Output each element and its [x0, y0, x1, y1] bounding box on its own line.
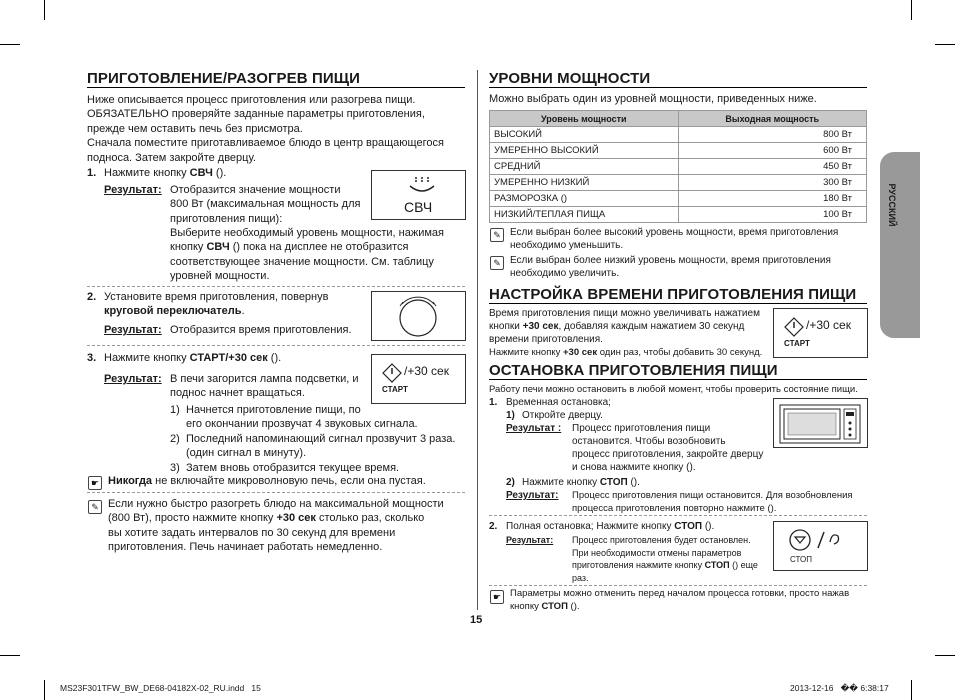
title-rule — [489, 303, 867, 304]
hand-warning-icon: ☛ — [88, 476, 102, 490]
stop-result-3: Процесс приготовления будет остановлен. При необходимости отмены параметров приготовления нажмите кнопку СТОП () еще раз. — [572, 535, 758, 583]
crop-mark — [935, 44, 955, 45]
step-number: 1. — [87, 167, 97, 179]
stop-note: Параметры можно отменить перед началом процесса готовки, просто нажав кнопку СТОП (). — [510, 588, 850, 612]
stop-intro: Работу печи можно остановить в любой момент, чтобы проверить состояние пищи. — [489, 384, 858, 395]
table-row: РАЗМОРОЗКА () 180 Вт — [490, 191, 867, 207]
divider — [489, 515, 867, 516]
hand-warning-icon: ☛ — [490, 590, 504, 604]
step1-text: Нажмите кнопку СВЧ (). — [104, 167, 227, 179]
temp-stop-label: Временная остановка; — [506, 397, 611, 408]
start-label: СТАРТ — [382, 385, 408, 394]
start-diamond-icon — [784, 317, 804, 337]
result-label: Результат: — [104, 324, 162, 336]
table-row: УМЕРЕННО ВЫСОКИЙ 600 Вт — [490, 143, 867, 159]
stop-cooking-title: ОСТАНОВКА ПРИГОТОВЛЕНИЯ ПИЩИ — [489, 362, 778, 379]
step-number: 3. — [87, 352, 97, 364]
start-button-illustration — [371, 354, 466, 404]
plus30-label: /+30 сек — [806, 318, 851, 332]
power-levels-table — [489, 110, 867, 223]
divider — [87, 345, 465, 346]
result-label: Результат: — [104, 373, 162, 385]
dial-knob-icon — [372, 292, 465, 340]
intro-text: Ниже описывается процесс приготовления или разогрева пищи. ОБЯЗАТЕЛЬНО проверяйте заданные параметры приготовления, прежде чем оставить печь без присмотра. Сначала поместите приготавливаемое блюдо в центр вращающегося подноса. Затем закройте дверцу. — [87, 94, 444, 164]
crop-mark — [44, 680, 45, 700]
title-rule — [489, 379, 867, 380]
time-setting-text: Время приготовления пищи можно увеличивать нажатием кнопки +30 сек, добавляя каждым нажатием 30 секунд времени приготовления. Нажмите кнопку +30 сек один раз, чтобы добавить 30 секунд. — [489, 308, 763, 358]
step2-result: Отобразится время приготовления. — [170, 324, 352, 336]
step2-text: Установите время приготовления, повернув круговой переключатель. — [104, 291, 329, 318]
power-note-2: Если выбран более низкий уровень мощности, время приготовления необходимо увеличить. — [510, 255, 831, 279]
stop-label: СТОП — [790, 555, 813, 564]
substep-number: 2) — [506, 477, 515, 488]
cooking-title: ПРИГОТОВЛЕНИЕ/РАЗОГРЕВ ПИЩИ — [87, 70, 361, 87]
note-pencil-icon: ✎ — [490, 256, 504, 270]
crop-mark — [44, 0, 45, 20]
microwave-button-illustration — [371, 170, 466, 220]
start-button-illustration — [773, 308, 868, 358]
result-label: Результат: — [506, 490, 559, 501]
column-divider — [477, 70, 478, 610]
table-row: УМЕРЕННО НИЗКИЙ 300 Вт — [490, 175, 867, 191]
stop-button-illustration — [773, 521, 868, 571]
power-levels-title: УРОВНИ МОЩНОСТИ — [489, 70, 651, 87]
svch-label: СВЧ — [404, 199, 433, 215]
crop-mark — [0, 655, 20, 656]
start-label: СТАРТ — [784, 339, 810, 348]
result-label: Результат: — [104, 184, 162, 196]
quick-heat-note: Если нужно быстро разогреть блюдо на максимальной мощности (800 Вт), просто нажмите кнопку +30 сек столько раз, сколько вы хотите задать интервалов по 30 секунд для времени приготовления. Печь начинает работать немедленно. — [108, 498, 444, 554]
time-setting-title: НАСТРОЙКА ВРЕМЕНИ ПРИГОТОВЛЕНИЯ ПИЩИ — [489, 286, 857, 303]
table-row: ВЫСОКИЙ 800 Вт — [490, 127, 867, 143]
footer-file-info: MS23F301TFW_BW_DE68-04182X-02_RU.indd 15 — [60, 683, 261, 693]
step3-sublist: 1) Начнется приготовление пищи, по его окончании прозвучат 4 звуковых сигнала. 2) Последний напоминающий сигнал прозвучит 3 раза. (один сигнал в минуту). 3) Затем вновь отобразится текущее время. — [170, 404, 456, 474]
microwave-open-door-icon — [774, 399, 867, 447]
result-label: Результат: — [506, 535, 554, 545]
divider — [87, 492, 465, 493]
start-diamond-icon — [382, 363, 402, 383]
step3-result: В печи загорится лампа подсветки, и поднос начнет вращаться. — [170, 373, 359, 400]
step1-result: Отобразится значение мощности 800 Вт (максимальная мощность для приготовления пищи): — [170, 184, 361, 225]
result-label: Результат : — [506, 423, 562, 434]
crop-mark — [0, 44, 20, 45]
crop-mark — [911, 680, 912, 700]
note-pencil-icon: ✎ — [88, 500, 102, 514]
press-stop-text: Нажмите кнопку СТОП (). — [522, 477, 640, 488]
divider — [489, 585, 867, 586]
table-row: НИЗКИЙ/ТЕПЛАЯ ПИЩА 100 Вт — [490, 207, 867, 223]
page-number: 15 — [470, 614, 483, 626]
warning-text: Никогда не включайте микроволновую печь, если она пустая. — [108, 475, 426, 487]
stop-result-2: Процесс приготовления пищи остановится. Для возобновления процесса приготовления повторно нажмите (). — [572, 490, 853, 514]
power-note-1: Если выбран более высокий уровень мощности, время приготовления необходимо уменьшить. — [510, 227, 839, 251]
plus30-label: /+30 сек — [404, 364, 449, 378]
substep-number: 1) — [506, 410, 515, 421]
step-number: 1. — [489, 397, 498, 408]
full-stop-text: Полная остановка; Нажмите кнопку СТОП (). — [506, 521, 715, 532]
crop-mark — [935, 655, 955, 656]
table-header-row: Уровень мощности Выходная мощность — [490, 111, 867, 127]
step-number: 2. — [87, 291, 97, 303]
step3-text: Нажмите кнопку СТАРТ/+30 сек (). — [104, 352, 282, 364]
stop-result-1: Процесс приготовления пищи остановится. Чтобы возобновить процесс приготовления, закройте дверцу и снова нажмите кнопку (). — [572, 423, 764, 473]
microwave-wave-icon — [402, 174, 442, 198]
stop-cancel-icon — [788, 528, 848, 552]
title-rule — [489, 87, 867, 88]
power-intro: Можно выбрать один из уровней мощности, приведенных ниже. — [489, 93, 817, 105]
open-door-text: Откройте дверцу. — [522, 410, 603, 421]
note-pencil-icon: ✎ — [490, 228, 504, 242]
divider — [87, 286, 465, 287]
side-tab-label: РУССКИЙ — [887, 183, 897, 227]
side-language-tab — [880, 152, 920, 338]
table-row: СРЕДНИЙ 450 Вт — [490, 159, 867, 175]
step1-result-more: Выберите необходимый уровень мощности, нажимая кнопку СВЧ () пока на дисплее не отобразится соответствующее значение мощности. См. таблицу уровней мощности. — [170, 227, 444, 283]
dial-illustration — [371, 291, 466, 341]
footer-date: 2013-12-16 �� 6:38:17 — [790, 683, 889, 693]
step-number: 2. — [489, 521, 498, 532]
crop-mark — [911, 0, 912, 20]
title-rule — [87, 87, 465, 88]
open-microwave-illustration — [773, 398, 868, 448]
